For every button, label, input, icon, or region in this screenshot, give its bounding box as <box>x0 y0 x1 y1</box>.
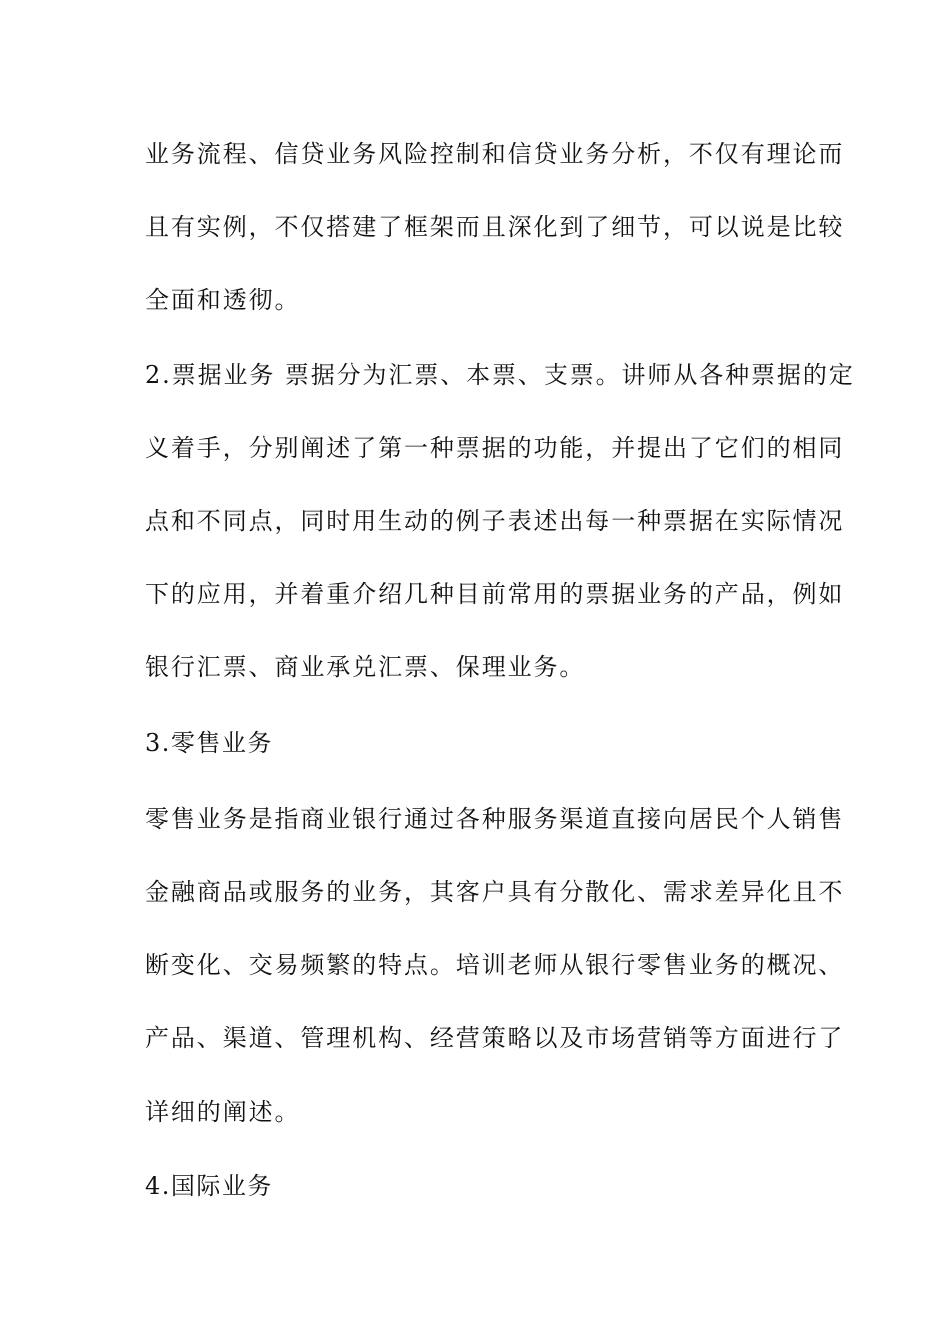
paragraph-line: 且有实例，不仅搭建了框架而且深化到了细节，可以说是比较 <box>145 213 845 241</box>
paragraph-line: 银行汇票、商业承兑汇票、保理业务。 <box>145 653 586 681</box>
section-heading-2-line: 2.票据业务 票据分为汇票、本票、支票。讲师从各种票据的定 <box>145 361 855 389</box>
paragraph-line: 零售业务是指商业银行通过各种服务渠道直接向居民个人销售 <box>145 805 845 833</box>
paragraph-line: 产品、渠道、管理机构、经营策略以及市场营销等方面进行了 <box>145 1024 845 1052</box>
paragraph-line: 业务流程、信贷业务风险控制和信贷业务分析，不仅有理论而 <box>145 140 845 168</box>
paragraph-line: 断变化、交易频繁的特点。培训老师从银行零售业务的概况、 <box>145 951 845 979</box>
paragraph-line: 金融商品或服务的业务，其客户具有分散化、需求差异化且不 <box>145 878 845 906</box>
paragraph-line: 点和不同点，同时用生动的例子表述出每一种票据在实际情况 <box>145 507 845 535</box>
paragraph-line: 全面和透彻。 <box>145 286 301 314</box>
section-heading-3: 3.零售业务 <box>145 729 273 757</box>
section-heading-4: 4.国际业务 <box>145 1172 273 1200</box>
paragraph-line: 详细的阐述。 <box>145 1098 301 1126</box>
paragraph-line: 义着手，分别阐述了第一种票据的功能，并提出了它们的相同 <box>145 434 845 462</box>
paragraph-line: 下的应用，并着重介绍几种目前常用的票据业务的产品，例如 <box>145 580 845 608</box>
